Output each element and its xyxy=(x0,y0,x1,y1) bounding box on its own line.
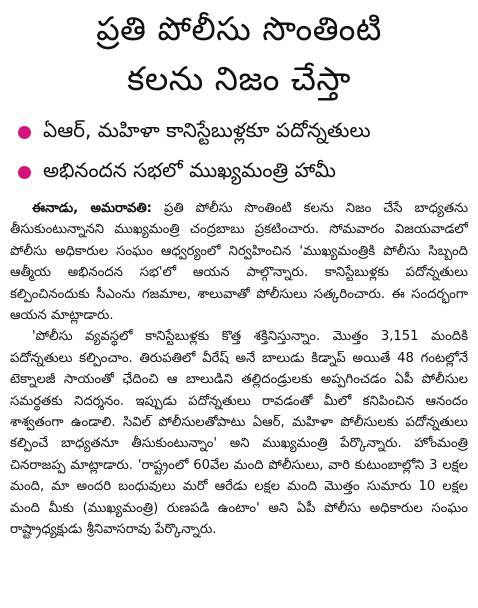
subheadline xyxy=(8,152,470,192)
article-body xyxy=(8,198,470,541)
headline xyxy=(8,4,470,104)
paragraph-text: ప్రతి పోలీసు సొంతింటి కలను నిజం చేసే బాధ్యతను తీసుకుంటున్నానని ముఖ్యమంత్రి చంద్రబాబు ప్రకటించారు. సోమవారం విజయవాడలో పోలీసు అధికారుల సంఘం ఆధ్వర్యంలో నిర్వహించిన 'ముఖ్యమంత్రికి పోలీసు సిబ్బంది ఆత్మీయ అభినందన సభ'లో ఆయన పాల్గొన్నారు. కానిస్టేబుళ్లకు పదోన్నతులు కల్పించినందుకు సీఎంను గజమాల, శాలువాతో పోలీసులు సత్కరించారు. ఈ సందర్భంగా ఆయన మాట్లాడారు. xyxy=(10,201,469,324)
bullet-dot-icon xyxy=(18,166,31,179)
article-paragraph xyxy=(10,198,468,326)
dateline: ఈనాడు, అమరావతి: xyxy=(32,201,152,216)
headline-line-2: కలను నిజం చేస్తా xyxy=(127,59,351,98)
subheadline-text: అభినందన సభలో ముఖ్యమంత్రి హామీ xyxy=(43,157,336,182)
subheadline xyxy=(8,112,470,152)
paragraph-text: 'పోలీసు వ్యవస్థలో కానిస్టేబుళ్లకు కొత్త శక్తినిస్తున్నాం. మొత్తం 3,151 మందికి పదోన్నతులు కల్పించాం. తిరుపతిలో వీరేష్‌ అనే బాలుడు కిడ్నాప్‌ అయితే 48 గంటల్లోనే టెక్నాలజీ సాయంతో ఛేదించి ఆ బాలుడిని తల్లిదండ్రులకు అప్పగించడం ఏపీ పోలీసుల సమర్థతకు నిదర్శనం. ఇప్పుడు పదోన్నతులు రావడంతో మీలో కనిపించిన ఆనందం శాశ్వతంగా ఉండాలి. సివిల్‌ పోలీసులతోపాటు ఏఆర్‌, మహిళా పోలీసులకు పదోన్నతులు కల్పించే బాధ్యతనూ తీసుకుంటున్నాం' అని ముఖ్యమంత్రి పేర్కొన్నారు. హోంమంత్రి చినరాజప్ప మాట్లాడారు. 'రాష్ట్రంలో 60వేల మంది పోలీసులు, వారి కుటుంబాల్లోని 3 లక్షల మంది, మా అందరి బంధువులు మరో ఆరేడు లక్షల మంది మొత్తం సుమారు 10 లక్షల మంది మీకు (ముఖ్యమంత్రి) రుణపడి ఉంటాం' అని ఏపీ పోలీసు అధికారుల సంఘం రాష్ట్రాధ్యక్షుడు శ్రీనివాసరావు పేర్కొన్నారు. xyxy=(10,329,468,538)
headline-line-1: ప్రతి పోలీసు సొంతింటి xyxy=(96,9,382,48)
subheadlines xyxy=(8,112,470,192)
article-paragraph xyxy=(10,326,468,540)
subheadline-text: ఏఆర్‌, మహిళా కానిస్టేబుళ్లకూ పదోన్నతులు xyxy=(43,117,371,142)
bullet-dot-icon xyxy=(18,126,31,139)
